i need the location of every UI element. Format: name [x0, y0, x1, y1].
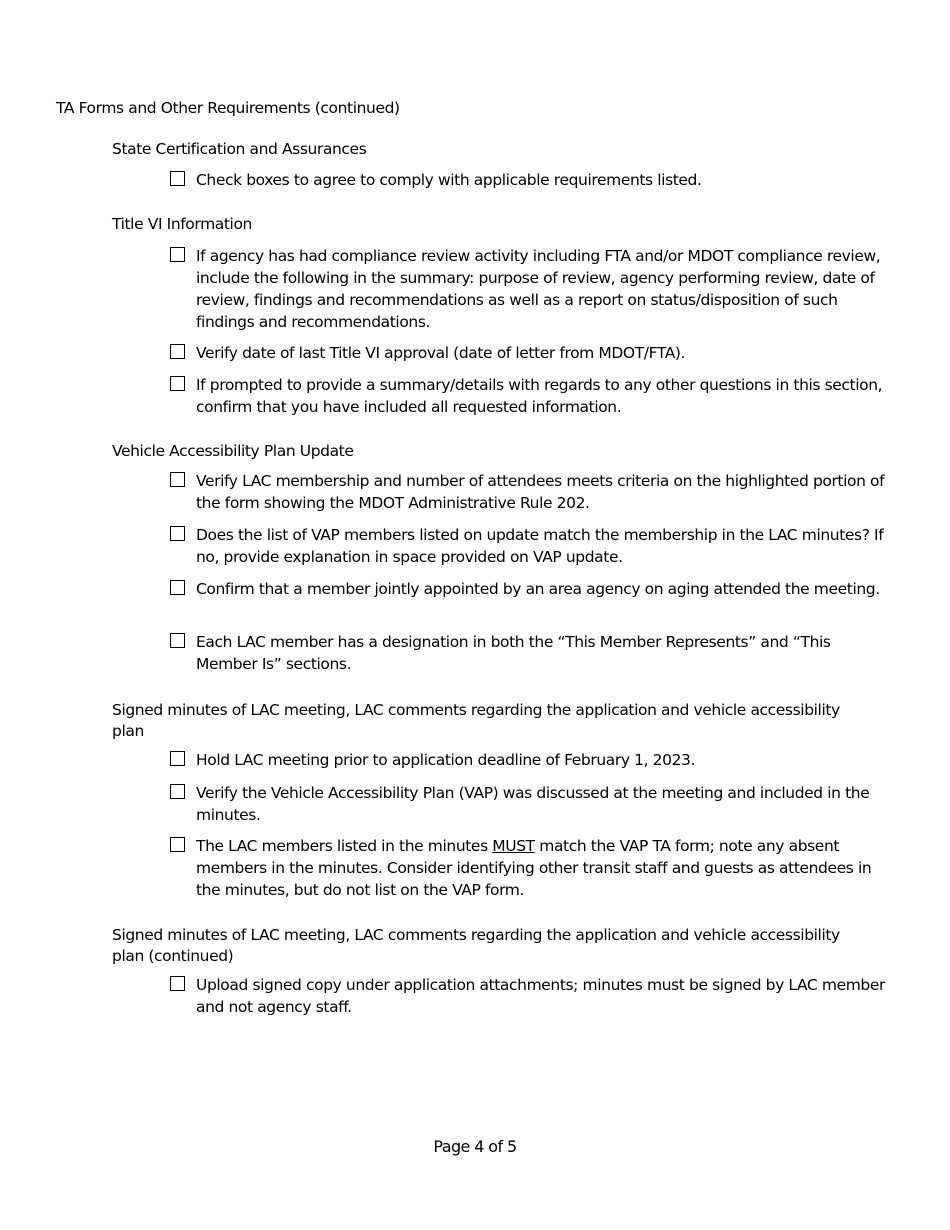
- section-heading-vap-update: Vehicle Accessibility Plan Update: [112, 442, 354, 460]
- checkbox[interactable]: [170, 633, 185, 648]
- checklist-item: Check boxes to agree to comply with applicable requirements listed.: [170, 169, 895, 191]
- checklist-item: If agency has had compliance review activity including FTA and/or MDOT compliance review, include the following in the summary: purpose of review, agency performing review, date of review, findings and recommendations as well as a report on status/disposition of such findings and recommendations.: [170, 245, 895, 333]
- checklist-item: Verify LAC membership and number of attendees meets criteria on the highlighted portion of the form showing the MDOT Administrative Rule 202.: [170, 470, 895, 514]
- page-heading: TA Forms and Other Requirements (continued): [56, 99, 400, 117]
- section-heading-signed-minutes-continued: Signed minutes of LAC meeting, LAC comments regarding the application and vehicle accessibility plan (continued): [112, 926, 840, 965]
- checkbox[interactable]: [170, 247, 185, 262]
- must-item-text-after: match the VAP TA form; note any absent members in the minutes. Consider identifying other transit staff and guests as attendees in the minutes, but do not list on the VAP form.: [196, 837, 872, 899]
- checkbox[interactable]: [170, 976, 185, 991]
- checklist-item: Verify the Vehicle Accessibility Plan (VAP) was discussed at the meeting and included in the minutes.: [170, 782, 895, 826]
- checklist-item: Upload signed copy under application attachments; minutes must be signed by LAC member and not agency staff.: [170, 974, 895, 1018]
- checklist-item: [170, 835, 895, 901]
- checkbox[interactable]: [170, 837, 185, 852]
- checklist-item: Hold LAC meeting prior to application deadline of February 1, 2023.: [170, 749, 895, 771]
- checkbox[interactable]: [170, 580, 185, 595]
- must-item-text-before: The LAC members listed in the minutes: [196, 837, 493, 855]
- checkbox[interactable]: [170, 751, 185, 766]
- checkbox[interactable]: [170, 526, 185, 541]
- section-heading-signed-minutes: Signed minutes of LAC meeting, LAC comments regarding the application and vehicle accessibility plan: [112, 701, 840, 740]
- checkbox[interactable]: [170, 344, 185, 359]
- must-emphasis: MUST: [492, 837, 535, 855]
- checklist-item: If prompted to provide a summary/details with regards to any other questions in this section, confirm that you have included all requested information.: [170, 374, 895, 418]
- checkbox[interactable]: [170, 472, 185, 487]
- page-number: Page 4 of 5: [433, 1137, 517, 1156]
- checkbox[interactable]: [170, 376, 185, 391]
- checkbox[interactable]: [170, 784, 185, 799]
- checklist-item: Each LAC member has a designation in both the “This Member Represents” and “This Member Is” sections.: [170, 631, 895, 675]
- checkbox[interactable]: [170, 171, 185, 186]
- checklist-item: Does the list of VAP members listed on update match the membership in the LAC minutes? If no, provide explanation in space provided on VAP update.: [170, 524, 895, 568]
- checklist-item: Confirm that a member jointly appointed by an area agency on aging attended the meeting.: [170, 578, 895, 600]
- section-heading-title-vi: Title VI Information: [112, 215, 252, 233]
- checklist-item: Verify date of last Title VI approval (date of letter from MDOT/FTA).: [170, 342, 895, 364]
- section-heading-state-certification: State Certification and Assurances: [112, 140, 367, 158]
